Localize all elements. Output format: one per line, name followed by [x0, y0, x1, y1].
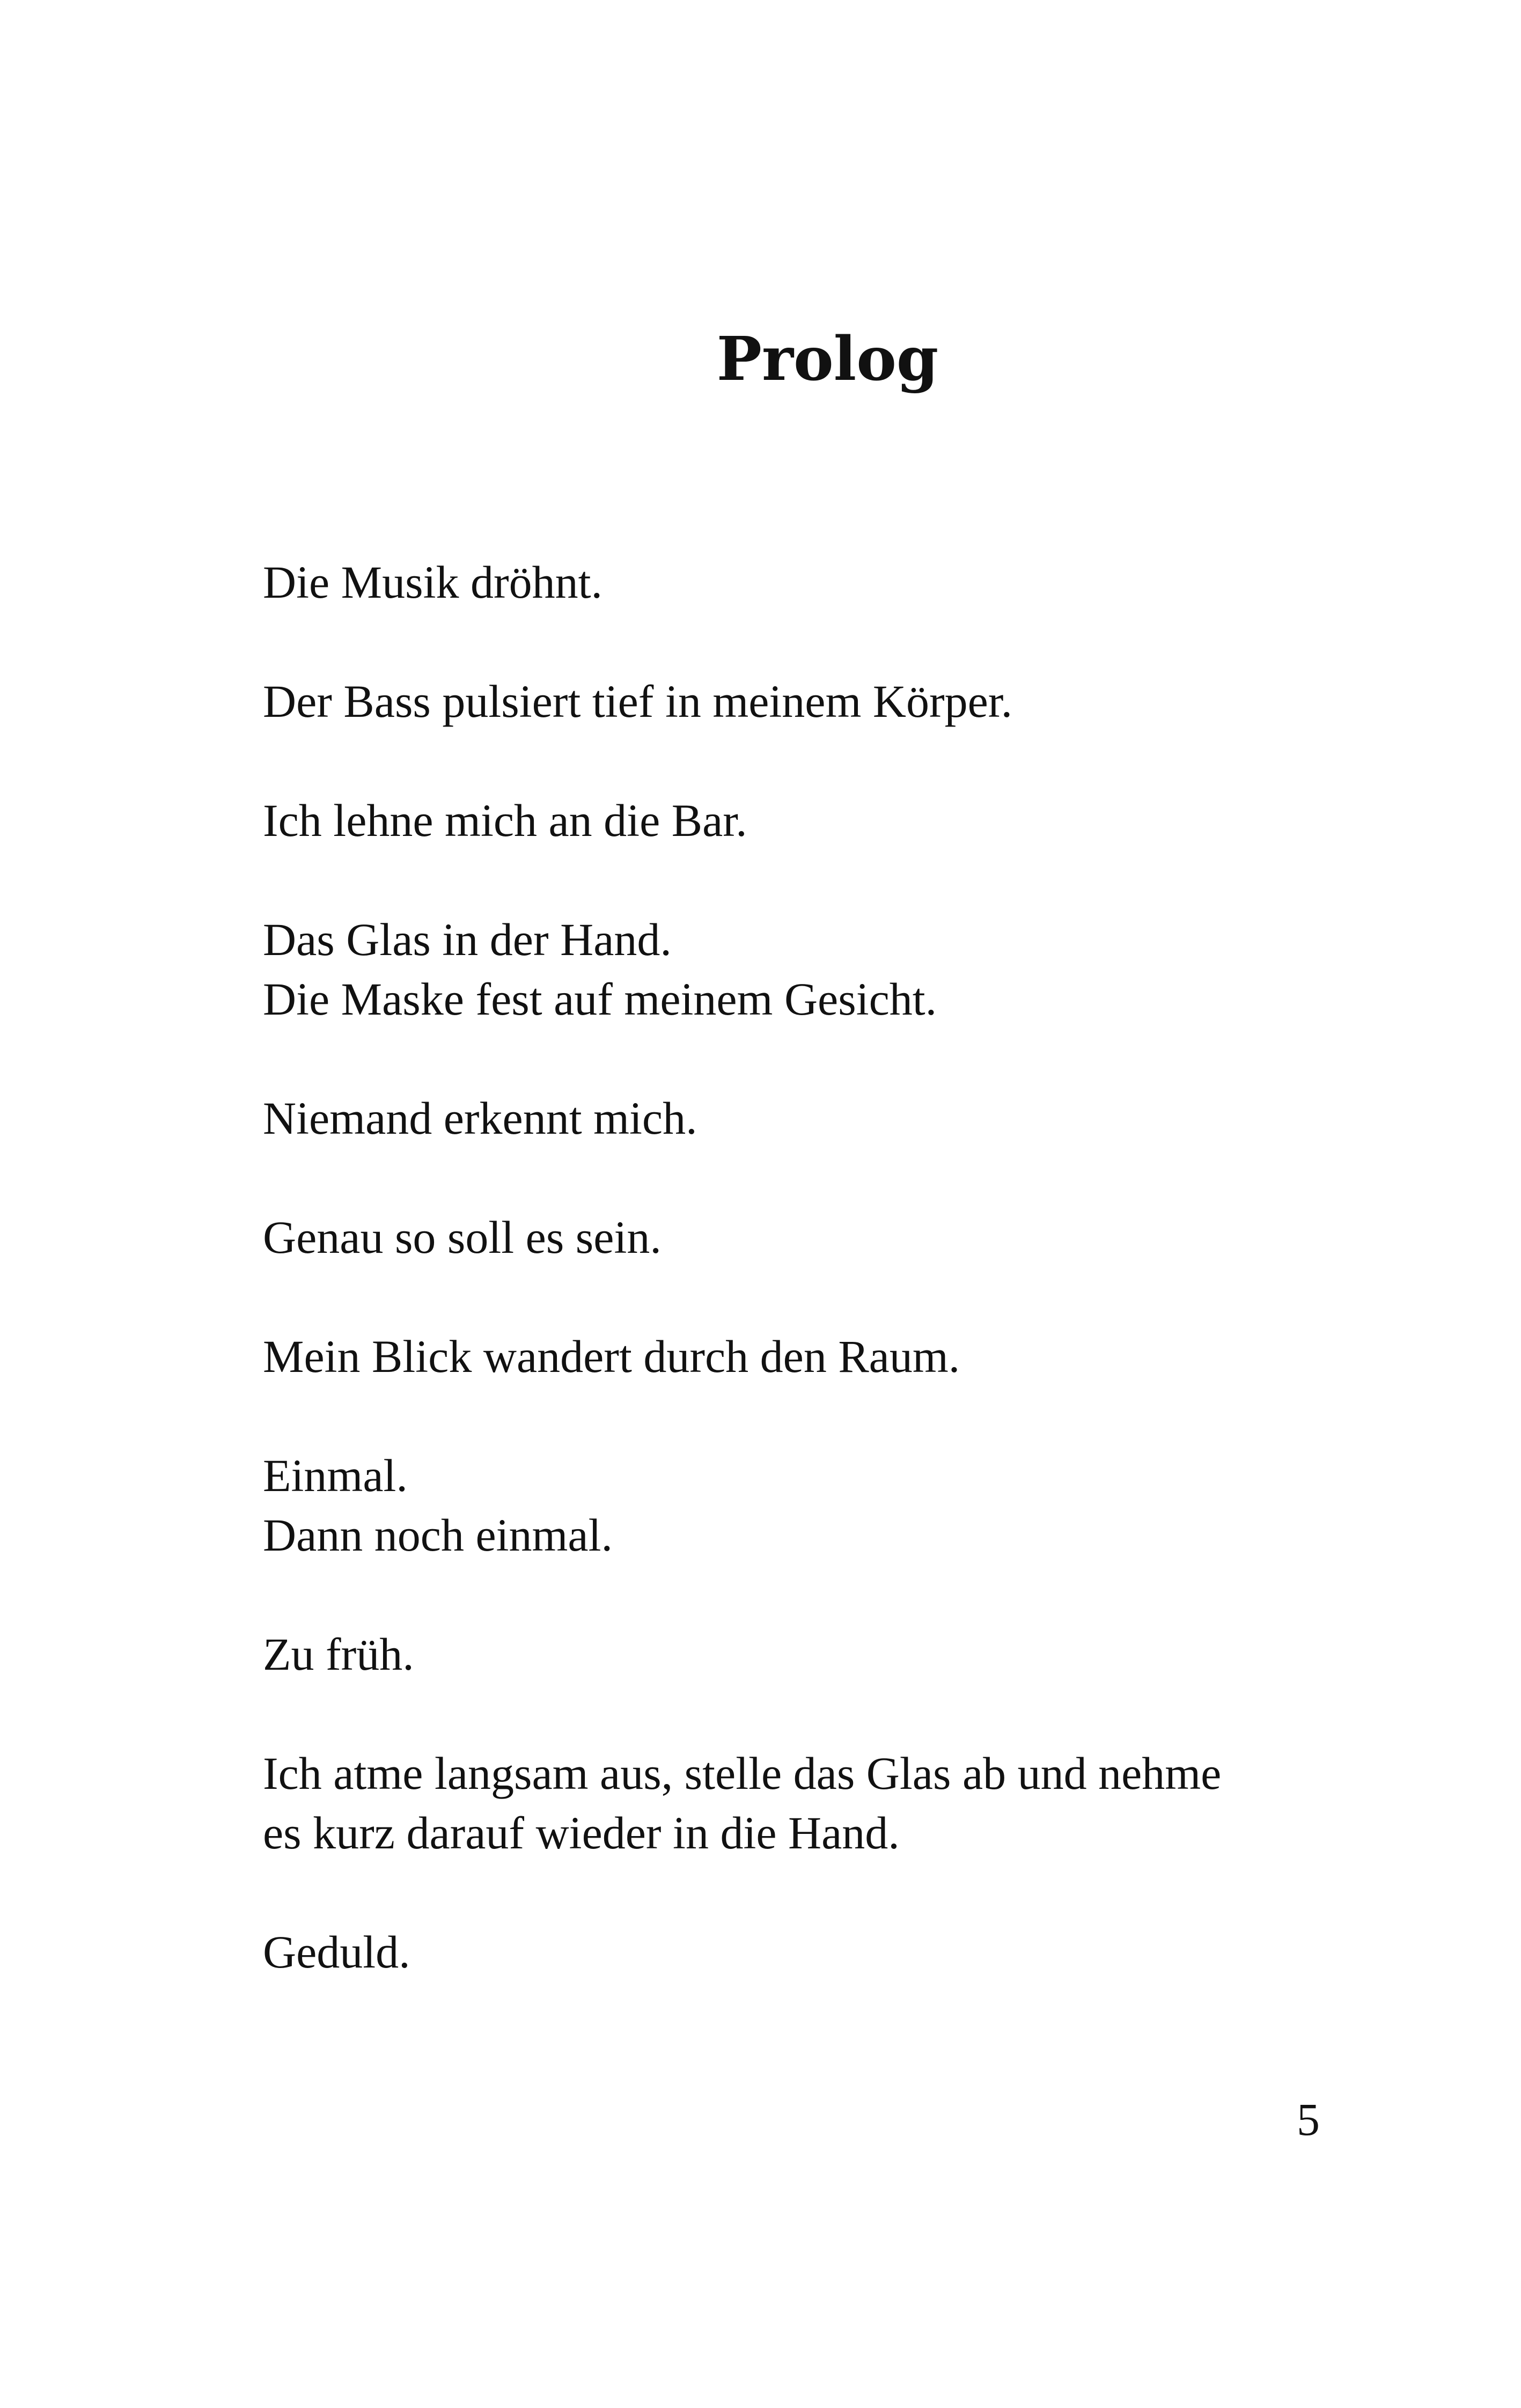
page-number: 5 — [1297, 2094, 1320, 2145]
paragraph — [263, 1089, 1304, 1148]
text-line: Das Glas in der Hand. — [263, 914, 672, 965]
text-line: Geduld. — [263, 1926, 410, 1978]
text-line: Die Maske fest auf meinem Gesicht. — [263, 973, 937, 1025]
paragraph — [263, 1446, 1304, 1565]
text-line: Zu früh. — [263, 1628, 414, 1680]
text-line: Genau so soll es sein. — [263, 1212, 662, 1263]
chapter-body — [263, 553, 1304, 2042]
text-line: es kurz darauf wieder in die Hand. — [263, 1807, 900, 1859]
text-line: Ich atme langsam aus, stelle das Glas ab und nehme — [263, 1748, 1222, 1799]
paragraph — [263, 1625, 1304, 1684]
text-line: Niemand erkennt mich. — [263, 1092, 697, 1144]
paragraph — [263, 1922, 1304, 1982]
chapter-title: Prolog — [716, 324, 939, 394]
text-line: Die Musik dröhnt. — [263, 556, 603, 608]
paragraph — [263, 553, 1304, 612]
text-line: Ich lehne mich an die Bar. — [263, 795, 747, 846]
paragraph — [263, 791, 1304, 850]
paragraph — [263, 1327, 1304, 1386]
text-line: Der Bass pulsiert tief in meinem Körper. — [263, 676, 1013, 727]
paragraph — [263, 1744, 1304, 1863]
paragraph — [263, 672, 1304, 731]
text-line: Dann noch einmal. — [263, 1509, 613, 1561]
paragraph — [263, 1208, 1304, 1267]
text-line: Mein Blick wandert durch den Raum. — [263, 1331, 960, 1382]
paragraph — [263, 910, 1304, 1029]
text-line: Einmal. — [263, 1450, 408, 1501]
